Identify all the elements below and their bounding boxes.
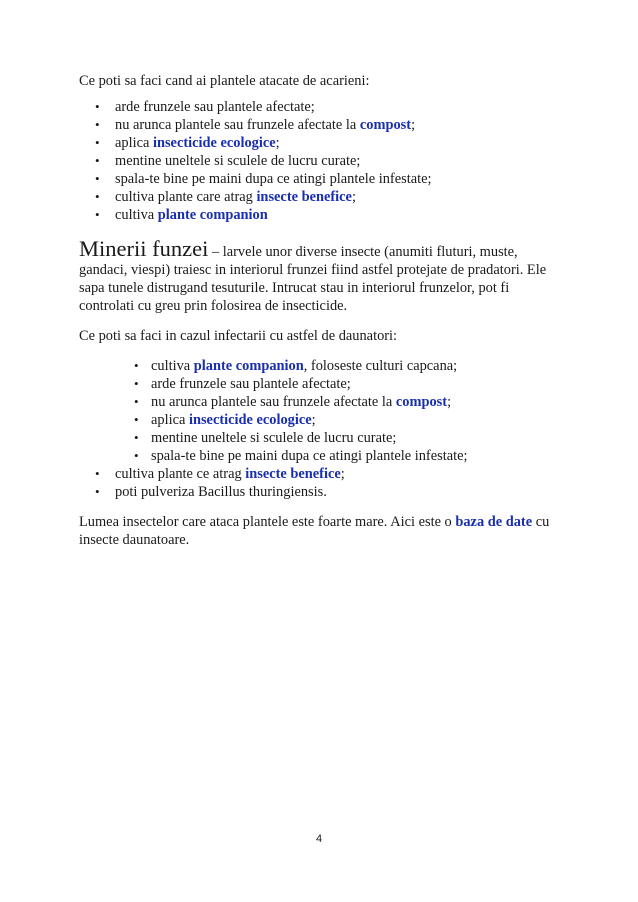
- companion-plants-link[interactable]: plante companion: [157, 207, 268, 223]
- list-item-text: ;: [351, 189, 356, 205]
- list-item-text: mentine uneltele si sculele de lucru curate;: [115, 153, 361, 169]
- bullet-icon: •: [95, 99, 100, 114]
- list-item-text: , foloseste culturi capcana;: [303, 358, 458, 374]
- bullet-icon: •: [134, 412, 139, 427]
- list-item-text: spala-te bine pe maini dupa ce atingi plantele infestate;: [115, 171, 432, 187]
- section-body-text: – larvele unor diverse insecte (anumiti fluturi, muste, gandaci, viespi) traiesc in interiorul frunzei fiind astfel protejate de pradatori. Ele sapa tunele distrugand tesuturile. Intrucat stau in interiorul frunzelor, pot fi controlati cu greu prin folosirea de insecticide.: [79, 244, 547, 314]
- list-item-text: ;: [311, 412, 316, 428]
- list-item: [79, 465, 564, 483]
- leaf-miners-paragraph: [79, 237, 564, 315]
- closing-text: Lumea insectelor care ataca plantele este foarte mare. Aici este o: [79, 514, 456, 530]
- bullet-icon: •: [95, 207, 100, 222]
- compost-link[interactable]: compost: [359, 117, 412, 133]
- bullet-icon: •: [95, 484, 100, 499]
- list-item: [79, 206, 564, 224]
- list-item-text: nu arunca plantele sau frunzele afectate la: [115, 117, 360, 133]
- closing-text: cu insecte daunatoare.: [79, 514, 550, 548]
- list-item: [79, 429, 564, 447]
- bullet-icon: •: [134, 358, 139, 373]
- bullet-icon: •: [95, 189, 100, 204]
- list-item-text: arde frunzele sau plantele afectate;: [115, 99, 315, 115]
- list-item-text: ;: [340, 466, 345, 482]
- list-item-text: poti pulveriza Bacillus thuringiensis.: [115, 484, 327, 500]
- document-page: [79, 72, 564, 549]
- list-item: [79, 188, 564, 206]
- miners-remedies-list: [79, 357, 564, 501]
- beneficial-insects-link[interactable]: insecte benefice: [245, 466, 341, 482]
- list-item: [79, 134, 564, 152]
- list-item-text: spala-te bine pe maini dupa ce atingi plantele infestate;: [151, 448, 468, 464]
- list-item-text: cultiva: [115, 207, 158, 223]
- list-item-text: cultiva: [151, 358, 194, 374]
- list-item-text: ;: [275, 135, 280, 151]
- list-item-text: ;: [447, 394, 452, 410]
- ecological-insecticides-link[interactable]: insecticide ecologice: [152, 135, 276, 151]
- list-item-text: mentine uneltele si sculele de lucru curate;: [151, 430, 397, 446]
- mites-remedies-list: [79, 98, 564, 224]
- ecological-insecticides-link[interactable]: insecticide ecologice: [188, 412, 312, 428]
- list-item-text: nu arunca plantele sau frunzele afectate la: [151, 394, 396, 410]
- intro-paragraph-mites: Ce poti sa faci cand ai plantele atacate de acarieni:: [79, 73, 370, 89]
- bullet-icon: •: [134, 448, 139, 463]
- bullet-icon: •: [95, 135, 100, 150]
- page-number: 4: [315, 833, 323, 845]
- beneficial-insects-link[interactable]: insecte benefice: [256, 189, 352, 205]
- list-item: [79, 170, 564, 188]
- list-item: [79, 357, 564, 375]
- bullet-icon: •: [134, 376, 139, 391]
- list-item: [79, 483, 564, 501]
- compost-link[interactable]: compost: [395, 394, 448, 410]
- bullet-icon: •: [95, 153, 100, 168]
- list-item-text: cultiva plante care atrag: [115, 189, 257, 205]
- list-item-text: cultiva plante ce atrag: [115, 466, 246, 482]
- list-item: [79, 447, 564, 465]
- section-heading: Minerii funzei: [79, 236, 209, 261]
- bullet-icon: •: [134, 394, 139, 409]
- companion-plants-link[interactable]: plante companion: [193, 358, 304, 374]
- bullet-icon: •: [95, 117, 100, 132]
- list-item: [79, 375, 564, 393]
- list-item: [79, 116, 564, 134]
- list-item: [79, 152, 564, 170]
- bullet-icon: •: [95, 171, 100, 186]
- list-item: [79, 393, 564, 411]
- closing-paragraph: [79, 513, 564, 549]
- bullet-icon: •: [134, 430, 139, 445]
- bullet-icon: •: [95, 466, 100, 481]
- list-item-text: ;: [411, 117, 416, 133]
- list-item: [79, 411, 564, 429]
- list-item-text: aplica: [151, 412, 189, 428]
- list-item-text: aplica: [115, 135, 153, 151]
- list-item-text: arde frunzele sau plantele afectate;: [151, 376, 351, 392]
- intro-paragraph-miners: Ce poti sa faci in cazul infectarii cu astfel de daunatori:: [79, 328, 398, 344]
- database-link[interactable]: baza de date: [455, 514, 533, 530]
- list-item: [79, 98, 564, 116]
